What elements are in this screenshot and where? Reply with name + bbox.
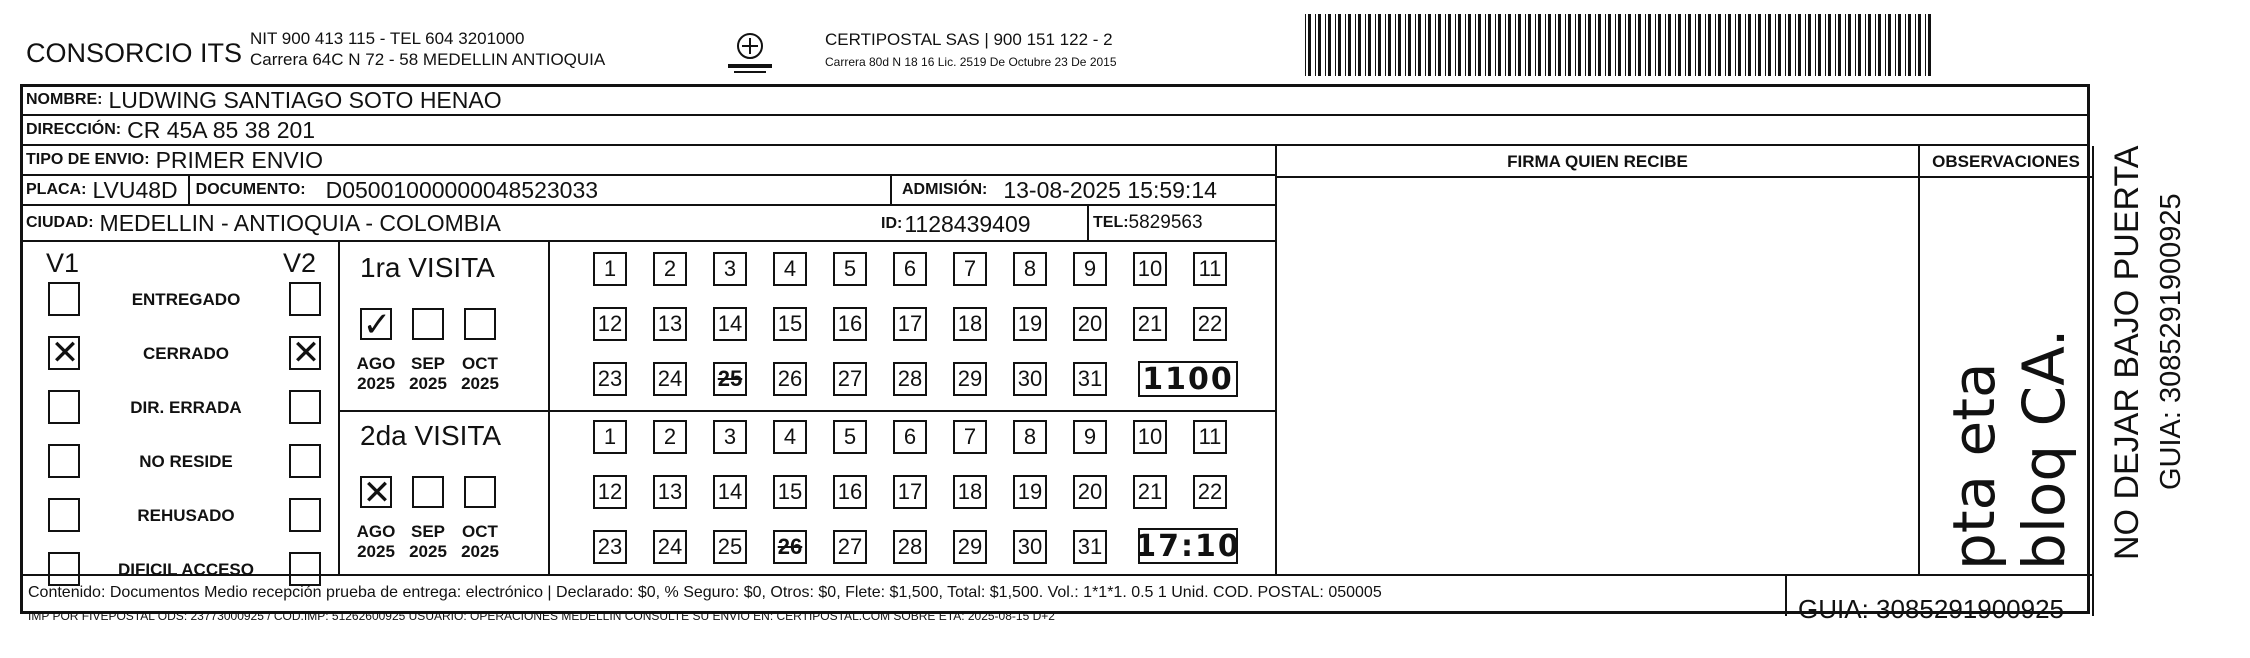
- day-box[interactable]: 10: [1133, 252, 1167, 286]
- barcode-bar: [1878, 14, 1881, 76]
- barcode-bar: [1325, 14, 1326, 76]
- barcode-bar: [1378, 14, 1381, 76]
- first-visit-time: 1100: [1138, 361, 1238, 397]
- v2-checkbox[interactable]: [289, 498, 321, 532]
- barcode-bar: [1675, 14, 1676, 76]
- barcode-bar: [1335, 14, 1336, 76]
- v1-checkbox[interactable]: [48, 390, 80, 424]
- placa-value: LVU48D: [92, 176, 178, 203]
- barcode-bar: [1918, 14, 1921, 76]
- barcode-bar: [1545, 14, 1546, 76]
- barcode-bar: [1608, 14, 1611, 76]
- id-value: 1128439409: [904, 210, 1031, 237]
- barcode-bar: [1575, 14, 1576, 76]
- barcode-bar: [1625, 14, 1626, 76]
- day-box[interactable]: 19: [1013, 475, 1047, 509]
- v1-checkbox[interactable]: [48, 444, 80, 478]
- barcode-bar: [1488, 14, 1491, 76]
- barcode-bar: [1835, 14, 1836, 76]
- day-box[interactable]: 7: [953, 420, 987, 454]
- barcode-bar: [1745, 14, 1746, 76]
- day-box[interactable]: 28: [893, 530, 927, 564]
- barcode-bar: [1338, 14, 1341, 76]
- v1-checkbox[interactable]: [48, 282, 80, 316]
- day-box[interactable]: 8: [1013, 252, 1047, 286]
- first-visit-title: 1ra VISITA: [360, 252, 495, 283]
- company-info: [250, 28, 605, 70]
- day-box[interactable]: 18: [953, 475, 987, 509]
- barcode-bar: [1778, 14, 1781, 76]
- barcode-bar: [1305, 14, 1306, 76]
- day-box[interactable]: 1: [593, 252, 627, 286]
- direccion-value: CR 45A 85 38 201: [127, 116, 316, 143]
- admision-value: 13-08-2025 15:59:14: [1003, 176, 1217, 203]
- barcode-bar: [1475, 14, 1476, 76]
- barcode: [1305, 14, 1935, 76]
- month-year: 2025: [461, 542, 499, 561]
- firma-header: FIRMA QUIEN RECIBE: [1507, 152, 1688, 171]
- day-box[interactable]: 12: [593, 475, 627, 509]
- barcode-bar: [1928, 14, 1931, 76]
- barcode-bar: [1415, 14, 1416, 76]
- barcode-bar: [1358, 14, 1361, 76]
- barcode-bar: [1655, 14, 1656, 76]
- barcode-bar: [1628, 14, 1631, 76]
- barcode-bar: [1885, 14, 1886, 76]
- barcode-bar: [1598, 14, 1601, 76]
- month-name: SEP: [410, 522, 446, 541]
- day-box[interactable]: 4: [773, 420, 807, 454]
- barcode-bar: [1728, 14, 1731, 76]
- barcode-bar: [1875, 14, 1876, 76]
- barcode-bar: [1448, 14, 1451, 76]
- obs-right-line: [2092, 146, 2094, 616]
- month-checkbox[interactable]: [412, 308, 444, 340]
- x-mark-icon: ✕: [362, 473, 392, 513]
- barcode-bar: [1318, 14, 1321, 76]
- barcode-bar: [1525, 14, 1526, 76]
- day-box[interactable]: 10: [1133, 420, 1167, 454]
- barcode-bar: [1408, 14, 1411, 76]
- barcode-bar: [1718, 14, 1721, 76]
- barcode-bar: [1695, 14, 1696, 76]
- barcode-bar: [1365, 14, 1366, 76]
- barcode-bar: [1888, 14, 1891, 76]
- barcode-bar: [1758, 14, 1761, 76]
- observaciones-hand-line2: bloq CA.: [2010, 328, 2078, 570]
- day-box[interactable]: 17: [893, 307, 927, 341]
- footer-contenido: Contenido: Documentos Medio recepción prueba de entrega: electrónico | Declarado: $0, % Seguro: $0, Otros: $0, Flete: $1,500, Total: $1,500. Vol.: 1*1*1. 0.5 1 Unid. COD. POSTAL: 050005: [28, 584, 1382, 601]
- barcode-bar: [1738, 14, 1741, 76]
- company-name: CONSORCIO ITS: [26, 38, 243, 68]
- barcode-bar: [1565, 14, 1566, 76]
- barcode-bar: [1815, 14, 1816, 76]
- barcode-bar: [1465, 14, 1466, 76]
- month-name: OCT: [462, 522, 498, 541]
- placa-label: PLACA:: [26, 181, 87, 198]
- barcode-bar: [1705, 14, 1706, 76]
- v1-header: V1: [46, 248, 80, 278]
- day-box[interactable]: 15: [773, 475, 807, 509]
- month-year: 2025: [409, 542, 447, 561]
- nombre-label: NOMBRE:: [26, 91, 103, 108]
- day-box[interactable]: 13: [653, 307, 687, 341]
- side-no-dejar: NO DEJAR BAJO PUERTA: [2108, 145, 2146, 560]
- day-box[interactable]: 20: [1073, 307, 1107, 341]
- day-box[interactable]: 17: [893, 475, 927, 509]
- carrier-line: CERTIPOSTAL SAS | 900 151 122 - 2: [825, 30, 1113, 49]
- day-box[interactable]: 18: [953, 307, 987, 341]
- barcode-bar: [1828, 14, 1831, 76]
- barcode-bar: [1438, 14, 1441, 76]
- day-box[interactable]: 26: [773, 362, 807, 396]
- barcode-bar: [1678, 14, 1681, 76]
- barcode-bar: [1698, 14, 1701, 76]
- barcode-bar: [1518, 14, 1521, 76]
- day-box[interactable]: 29: [953, 530, 987, 564]
- day-box[interactable]: 16: [833, 307, 867, 341]
- day-box[interactable]: 29: [953, 362, 987, 396]
- barcode-bar: [1345, 14, 1346, 76]
- id-label: ID:: [881, 215, 903, 232]
- colhead-line: [1275, 176, 2092, 178]
- admision-cell: [890, 176, 1217, 204]
- month-year: 2025: [357, 542, 395, 561]
- day-box[interactable]: 2: [653, 420, 687, 454]
- day-box[interactable]: 22: [1193, 475, 1227, 509]
- side-guia: GUIA: 3085291900925: [2155, 193, 2187, 490]
- barcode-bar: [1898, 14, 1901, 76]
- barcode-bar: [1838, 14, 1841, 76]
- barcode-bar: [1615, 14, 1616, 76]
- v2-checkbox[interactable]: [289, 552, 321, 586]
- v2-header: V2: [283, 248, 317, 278]
- barcode-bar: [1495, 14, 1496, 76]
- day-box[interactable]: 21: [1133, 307, 1167, 341]
- tel-label: TEL:: [1093, 214, 1129, 231]
- certipostal-logo-icon: [720, 28, 780, 78]
- day-box[interactable]: 31: [1073, 362, 1107, 396]
- barcode-bar: [1425, 14, 1426, 76]
- status-label: NO RESIDE: [139, 452, 233, 471]
- barcode-bar: [1588, 14, 1591, 76]
- v2-checkbox[interactable]: [289, 282, 321, 316]
- day-box[interactable]: 6: [893, 420, 927, 454]
- barcode-bar: [1915, 14, 1916, 76]
- barcode-bar: [1395, 14, 1396, 76]
- barcode-bar: [1528, 14, 1531, 76]
- documento-value: D05001000000048523033: [325, 176, 599, 203]
- ciudad-value: MEDELLIN - ANTIOQUIA - COLOMBIA: [99, 209, 501, 236]
- visits-left-line: [548, 240, 550, 574]
- barcode-bar: [1568, 14, 1571, 76]
- barcode-bar: [1468, 14, 1471, 76]
- barcode-bar: [1368, 14, 1371, 76]
- barcode-bar: [1328, 14, 1331, 76]
- barcode-bar: [1348, 14, 1351, 76]
- barcode-bar: [1895, 14, 1896, 76]
- day-box[interactable]: 24: [653, 362, 687, 396]
- v2-checkbox[interactable]: [289, 444, 321, 478]
- day-box[interactable]: 23: [593, 530, 627, 564]
- barcode-bar: [1748, 14, 1751, 76]
- day-box[interactable]: 27: [833, 362, 867, 396]
- day-box[interactable]: 9: [1073, 420, 1107, 454]
- day-box[interactable]: 15: [773, 307, 807, 341]
- month-label: [455, 354, 505, 394]
- barcode-bar: [1355, 14, 1356, 76]
- footer-guia-line: [1785, 574, 1787, 616]
- day-box[interactable]: 11: [1193, 420, 1227, 454]
- observaciones-header: OBSERVACIONES: [1932, 152, 2080, 171]
- barcode-bar: [1505, 14, 1506, 76]
- tipo-row: [20, 146, 1275, 176]
- barcode-bar: [1768, 14, 1771, 76]
- status-label: ENTREGADO: [131, 290, 241, 309]
- x-mark-icon: ✕: [50, 333, 80, 373]
- tel-cell: [1087, 206, 1203, 240]
- day-box[interactable]: 28: [893, 362, 927, 396]
- month-checkbox[interactable]: [464, 476, 496, 508]
- barcode-bar: [1785, 14, 1786, 76]
- barcode-bar: [1715, 14, 1716, 76]
- footer-imp: IMP POR FIVEPOSTAL ODS: 23773000925 / COD.IMP: 51262600925 USUARIO: OPERACIONES MEDELLIN CONSULTE SU ENVIO EN: CERTIPOSTAL.COM SOBRE ETA: 2025-08-15 D+2: [28, 609, 1055, 623]
- day-box[interactable]: 2: [653, 252, 687, 286]
- barcode-bar: [1925, 14, 1926, 76]
- barcode-bar: [1858, 14, 1861, 76]
- barcode-bar: [1315, 14, 1316, 76]
- status-label: DIR. ERRADA: [130, 398, 242, 417]
- barcode-bar: [1428, 14, 1431, 76]
- barcode-bar: [1818, 14, 1821, 76]
- day-box[interactable]: 27: [833, 530, 867, 564]
- barcode-bar: [1445, 14, 1446, 76]
- day-box[interactable]: 14: [713, 475, 747, 509]
- barcode-bar: [1865, 14, 1866, 76]
- check-mark-icon: ✓: [362, 305, 392, 345]
- barcode-bar: [1405, 14, 1406, 76]
- barcode-bar: [1798, 14, 1801, 76]
- address-line: Carrera 64C N 72 - 58 MEDELLIN ANTIOQUIA: [250, 50, 606, 69]
- day-box[interactable]: 13: [653, 475, 687, 509]
- barcode-bar: [1648, 14, 1651, 76]
- footer-top-line: [20, 574, 2092, 576]
- carrier-sub: Carrera 80d N 18 16 Lic. 2519 De Octubre 23 De 2015: [825, 55, 1117, 69]
- barcode-bar: [1635, 14, 1636, 76]
- month-checkbox[interactable]: [360, 305, 392, 345]
- day-box[interactable]: 16: [833, 475, 867, 509]
- barcode-bar: [1638, 14, 1641, 76]
- day-box[interactable]: 6: [893, 252, 927, 286]
- status-right-line: [338, 240, 340, 574]
- day-box[interactable]: 12: [593, 307, 627, 341]
- barcode-bar: [1308, 14, 1311, 76]
- documento-label: DOCUMENTO:: [195, 181, 306, 198]
- barcode-bar: [1435, 14, 1436, 76]
- day-box[interactable]: 14: [713, 307, 747, 341]
- nombre-row: [20, 86, 2090, 116]
- barcode-bar: [1485, 14, 1486, 76]
- month-name: AGO: [356, 522, 396, 541]
- day-box[interactable]: 8: [1013, 420, 1047, 454]
- second-visit-title: 2da VISITA: [360, 420, 502, 451]
- barcode-bar: [1905, 14, 1906, 76]
- day-box[interactable]: 5: [833, 420, 867, 454]
- barcode-bar: [1515, 14, 1516, 76]
- barcode-bar: [1855, 14, 1856, 76]
- status-label: REHUSADO: [137, 506, 235, 525]
- day-box[interactable]: 9: [1073, 252, 1107, 286]
- month-name: SEP: [410, 354, 446, 373]
- barcode-bar: [1585, 14, 1586, 76]
- barcode-bar: [1595, 14, 1596, 76]
- status-label: CERRADO: [143, 344, 229, 363]
- barcode-bar: [1708, 14, 1711, 76]
- direccion-label: DIRECCIÓN:: [26, 121, 122, 138]
- v1-checkbox[interactable]: [48, 498, 80, 532]
- month-checkbox[interactable]: [464, 308, 496, 340]
- barcode-bar: [1725, 14, 1726, 76]
- ciudad-bottom-line: [20, 240, 1275, 242]
- nit-line: NIT 900 413 115 - TEL 604 3201000: [250, 29, 525, 48]
- day-box[interactable]: 26: [773, 530, 807, 564]
- day-box[interactable]: 21: [1133, 475, 1167, 509]
- day-box[interactable]: 4: [773, 252, 807, 286]
- month-year: 2025: [461, 374, 499, 393]
- barcode-bar: [1538, 14, 1541, 76]
- placa-divider: [188, 175, 190, 205]
- v1-checkbox[interactable]: [48, 552, 80, 586]
- day-box[interactable]: 30: [1013, 530, 1047, 564]
- day-box[interactable]: 7: [953, 252, 987, 286]
- day-box[interactable]: 31: [1073, 530, 1107, 564]
- day-box[interactable]: 3: [713, 252, 747, 286]
- barcode-bar: [1535, 14, 1536, 76]
- barcode-bar: [1685, 14, 1686, 76]
- status-label: DIFICIL ACCESO: [117, 560, 254, 579]
- barcode-bar: [1385, 14, 1386, 76]
- month-name: AGO: [356, 354, 396, 373]
- obs-left-line: [1918, 146, 1920, 574]
- barcode-bar: [1508, 14, 1511, 76]
- month-label: [351, 354, 401, 394]
- day-box[interactable]: 11: [1193, 252, 1227, 286]
- tipo-label: TIPO DE ENVIO:: [26, 151, 150, 168]
- month-checkbox[interactable]: [412, 476, 444, 508]
- ciudad-label: CIUDAD:: [26, 214, 94, 231]
- barcode-bar: [1848, 14, 1851, 76]
- barcode-bar: [1605, 14, 1606, 76]
- month-label: [403, 522, 453, 562]
- barcode-bar: [1455, 14, 1456, 76]
- tipo-value: PRIMER ENVIO: [155, 146, 323, 173]
- barcode-bar: [1775, 14, 1776, 76]
- day-box[interactable]: 25: [713, 362, 747, 396]
- barcode-bar: [1548, 14, 1551, 76]
- month-year: 2025: [357, 374, 395, 393]
- barcode-bar: [1765, 14, 1766, 76]
- month-label: [403, 354, 453, 394]
- barcode-bar: [1845, 14, 1846, 76]
- firma-left-line: [1275, 146, 1277, 574]
- barcode-bar: [1788, 14, 1791, 76]
- v1-checkbox[interactable]: [48, 333, 80, 373]
- barcode-bar: [1805, 14, 1806, 76]
- day-box[interactable]: 24: [653, 530, 687, 564]
- month-label: [455, 522, 505, 562]
- day-box[interactable]: 23: [593, 362, 627, 396]
- day-box[interactable]: 3: [713, 420, 747, 454]
- tel-value: 5829563: [1128, 212, 1203, 233]
- barcode-bar: [1868, 14, 1871, 76]
- direccion-row: [20, 116, 2090, 146]
- month-checkbox[interactable]: [360, 473, 392, 513]
- x-mark-icon: ✕: [291, 333, 321, 373]
- barcode-bar: [1658, 14, 1661, 76]
- footer-guia: GUIA: 3085291900925: [1798, 594, 2064, 624]
- barcode-bar: [1688, 14, 1691, 76]
- second-visit-time: 17:10: [1135, 528, 1241, 564]
- visit-divider: [338, 410, 1275, 412]
- day-box[interactable]: 1: [593, 420, 627, 454]
- barcode-bar: [1795, 14, 1796, 76]
- barcode-bar: [1618, 14, 1621, 76]
- day-box[interactable]: 19: [1013, 307, 1047, 341]
- day-box[interactable]: 22: [1193, 307, 1227, 341]
- barcode-bar: [1665, 14, 1666, 76]
- v2-checkbox[interactable]: [289, 333, 321, 373]
- id-cell: [875, 210, 1031, 238]
- nombre-value: LUDWING SANTIAGO SOTO HENAO: [108, 86, 502, 113]
- month-year: 2025: [409, 374, 447, 393]
- day-box[interactable]: 5: [833, 252, 867, 286]
- month-label: [351, 522, 401, 562]
- barcode-bar: [1668, 14, 1671, 76]
- barcode-bar: [1458, 14, 1461, 76]
- day-box[interactable]: 30: [1013, 362, 1047, 396]
- observaciones-hand-line1: pta eta: [1940, 362, 2008, 570]
- v2-checkbox[interactable]: [289, 390, 321, 424]
- month-name: OCT: [462, 354, 498, 373]
- barcode-bar: [1388, 14, 1391, 76]
- barcode-bar: [1755, 14, 1756, 76]
- barcode-bar: [1555, 14, 1556, 76]
- barcode-bar: [1375, 14, 1376, 76]
- day-box[interactable]: 20: [1073, 475, 1107, 509]
- day-box[interactable]: 25: [713, 530, 747, 564]
- barcode-bar: [1398, 14, 1401, 76]
- barcode-bar: [1735, 14, 1736, 76]
- barcode-bar: [1418, 14, 1421, 76]
- barcode-bar: [1558, 14, 1561, 76]
- barcode-bar: [1645, 14, 1646, 76]
- admision-label: ADMISIÓN:: [902, 181, 988, 198]
- barcode-bar: [1498, 14, 1501, 76]
- barcode-bar: [1825, 14, 1826, 76]
- barcode-bar: [1578, 14, 1581, 76]
- barcode-bar: [1908, 14, 1911, 76]
- barcode-bar: [1478, 14, 1481, 76]
- barcode-bar: [1808, 14, 1811, 76]
